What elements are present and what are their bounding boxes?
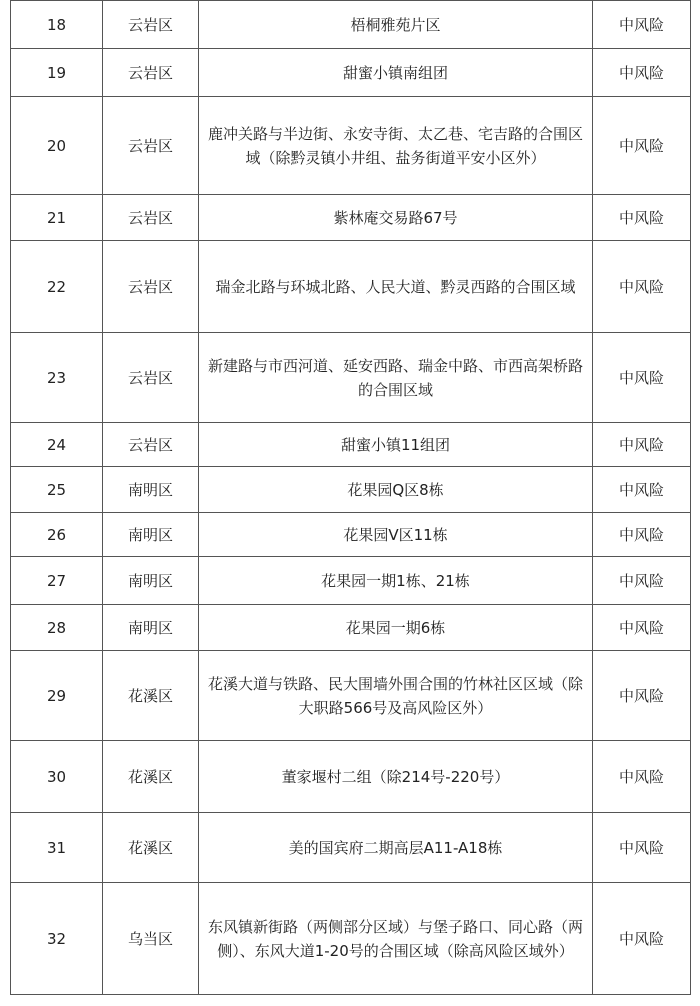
district-cell: 云岩区 xyxy=(103,333,199,423)
risk-level-cell: 中风险 xyxy=(593,241,691,333)
row-number: 18 xyxy=(11,1,103,49)
district-cell: 云岩区 xyxy=(103,195,199,241)
table-row xyxy=(11,605,691,651)
row-number: 30 xyxy=(11,741,103,813)
risk-level-cell: 中风险 xyxy=(593,883,691,995)
row-number: 22 xyxy=(11,241,103,333)
district-cell: 南明区 xyxy=(103,557,199,605)
area-cell: 鹿冲关路与半边街、永安寺街、太乙巷、宅吉路的合围区域（除黔灵镇小井组、盐务街道平安小区外） xyxy=(199,97,593,195)
risk-level-cell: 中风险 xyxy=(593,605,691,651)
area-cell: 甜蜜小镇11组团 xyxy=(199,423,593,467)
area-cell: 花溪大道与铁路、民大围墙外围合围的竹林社区区域（除大职路566号及高风险区外） xyxy=(199,651,593,741)
risk-level-cell: 中风险 xyxy=(593,741,691,813)
district-cell: 花溪区 xyxy=(103,813,199,883)
table-row xyxy=(11,49,691,97)
district-cell: 花溪区 xyxy=(103,741,199,813)
district-cell: 花溪区 xyxy=(103,651,199,741)
risk-level-cell: 中风险 xyxy=(593,467,691,513)
area-cell: 花果园V区11栋 xyxy=(199,513,593,557)
row-number: 32 xyxy=(11,883,103,995)
table-row xyxy=(11,423,691,467)
district-cell: 云岩区 xyxy=(103,49,199,97)
row-number: 20 xyxy=(11,97,103,195)
risk-level-cell: 中风险 xyxy=(593,1,691,49)
row-number: 27 xyxy=(11,557,103,605)
risk-level-cell: 中风险 xyxy=(593,49,691,97)
table-row xyxy=(11,557,691,605)
district-cell: 南明区 xyxy=(103,605,199,651)
table-row xyxy=(11,813,691,883)
district-cell: 乌当区 xyxy=(103,883,199,995)
area-cell: 新建路与市西河道、延安西路、瑞金中路、市西高架桥路的合围区域 xyxy=(199,333,593,423)
district-cell: 云岩区 xyxy=(103,97,199,195)
risk-level-cell: 中风险 xyxy=(593,513,691,557)
table-row xyxy=(11,741,691,813)
risk-level-cell: 中风险 xyxy=(593,423,691,467)
area-cell: 甜蜜小镇南组团 xyxy=(199,49,593,97)
table-row xyxy=(11,195,691,241)
risk-area-table xyxy=(10,0,691,995)
risk-level-cell: 中风险 xyxy=(593,195,691,241)
area-cell: 花果园Q区8栋 xyxy=(199,467,593,513)
area-cell: 紫林庵交易路67号 xyxy=(199,195,593,241)
row-number: 29 xyxy=(11,651,103,741)
row-number: 19 xyxy=(11,49,103,97)
row-number: 31 xyxy=(11,813,103,883)
area-cell: 董家堰村二组（除214号-220号） xyxy=(199,741,593,813)
row-number: 21 xyxy=(11,195,103,241)
row-number: 26 xyxy=(11,513,103,557)
row-number: 24 xyxy=(11,423,103,467)
row-number: 23 xyxy=(11,333,103,423)
table-row xyxy=(11,883,691,995)
area-cell: 东风镇新街路（两侧部分区域）与堡子路口、同心路（两侧）、东风大道1-20号的合围区域（除高风险区域外） xyxy=(199,883,593,995)
area-cell: 瑞金北路与环城北路、人民大道、黔灵西路的合围区域 xyxy=(199,241,593,333)
risk-level-cell: 中风险 xyxy=(593,651,691,741)
row-number: 25 xyxy=(11,467,103,513)
risk-level-cell: 中风险 xyxy=(593,813,691,883)
table-row xyxy=(11,513,691,557)
area-cell: 花果园一期1栋、21栋 xyxy=(199,557,593,605)
area-cell: 美的国宾府二期高层A11-A18栋 xyxy=(199,813,593,883)
risk-level-cell: 中风险 xyxy=(593,557,691,605)
table-row xyxy=(11,467,691,513)
table-row xyxy=(11,241,691,333)
district-cell: 云岩区 xyxy=(103,1,199,49)
area-cell: 梧桐雅苑片区 xyxy=(199,1,593,49)
table-row xyxy=(11,97,691,195)
area-cell: 花果园一期6栋 xyxy=(199,605,593,651)
district-cell: 南明区 xyxy=(103,467,199,513)
table-row xyxy=(11,1,691,49)
table-row xyxy=(11,333,691,423)
district-cell: 云岩区 xyxy=(103,241,199,333)
table-row xyxy=(11,651,691,741)
row-number: 28 xyxy=(11,605,103,651)
district-cell: 云岩区 xyxy=(103,423,199,467)
risk-level-cell: 中风险 xyxy=(593,333,691,423)
district-cell: 南明区 xyxy=(103,513,199,557)
risk-level-cell: 中风险 xyxy=(593,97,691,195)
